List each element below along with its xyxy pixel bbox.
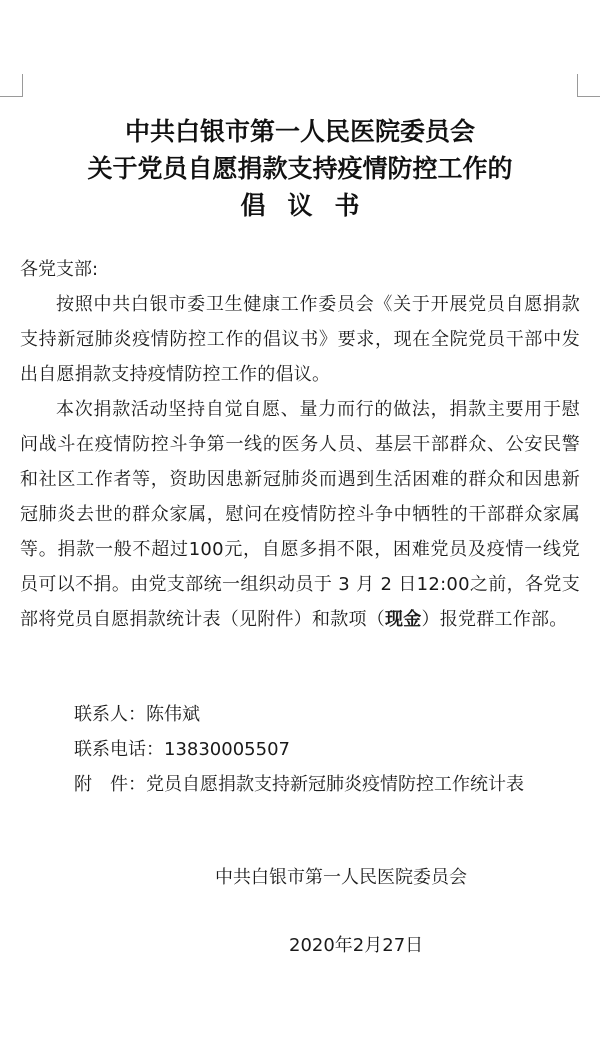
paragraph-1: 按照中共白银市委卫生健康工作委员会《关于开展党员自愿捐款支持新冠肺炎疫情防控工作的倡议书》要求，现在全院党员干部中发出自愿捐款支持疫情防控工作的倡议。: [20, 294, 580, 385]
salutation: 各党支部:: [20, 259, 99, 280]
contact-person: 联系人：陈伟斌: [74, 704, 200, 725]
attachment-line: 附 件：党员自愿捐款支持新冠肺炎疫情防控工作统计表: [74, 774, 524, 795]
title-line-2: 关于党员自愿捐款支持疫情防控工作的: [87, 154, 513, 183]
document-date: 2020年2月27日: [289, 935, 424, 956]
page-corner-mark-right: [577, 74, 600, 97]
contact-phone: 联系电话：13830005507: [74, 739, 290, 760]
paragraph-2-bold-cash: 现金: [385, 609, 422, 630]
document-body: [20, 252, 580, 637]
paragraph-2: [20, 392, 580, 637]
title-line-1: 中共白银市第一人民医院委员会: [124, 117, 475, 146]
paragraph-2-text: 本次捐款活动坚持自觉自愿、量力而行的做法，捐款主要用于慰问战斗在疫情防控斗争第一线的医务人员、基层干部群众、公安民警和社区工作者等，资助因患新冠肺炎而遇到生活困难的群众和因患新冠肺炎去世的群众家属，慰问在疫情防控斗争中牺牲的干部群众家属等。捐款一般不超过100元，自愿多捐不限，困难党员及疫情一线党员可以不捐。由党支部统一组织动员于 3 月 2 日12:00之前，各党支部将党员自愿捐款统计表（见附件）和款项（: [20, 399, 580, 630]
title-line-3: 倡议书: [240, 191, 382, 220]
signer: 中共白银市第一人民医院委员会: [215, 867, 467, 888]
page-corner-mark-left: [0, 74, 23, 97]
document-title: [0, 113, 600, 224]
paragraph-2-tail: ）报党群工作部。: [421, 609, 568, 630]
